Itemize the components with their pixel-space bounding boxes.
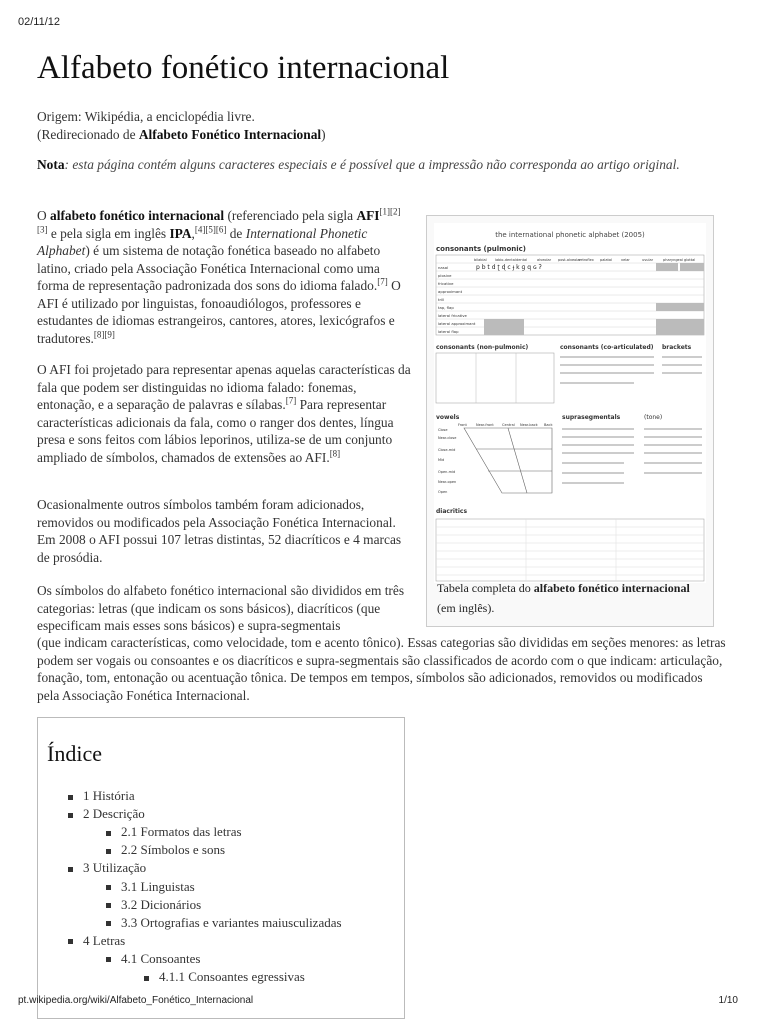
reference-link[interactable]: [8] [329,448,341,459]
acronym-ipa: IPA [169,225,192,241]
text: Para representar características adicionais da fala, como o ranger dos dentes, língua presa e sons feitos com lábios leporinos, utiliza-se de um conjunto ampliado de símbolos, chamados de extensões ao AFI. [37,397,394,465]
vowel-label: Open [438,490,448,494]
section-vowels: vowels [436,414,460,421]
paragraph-intro [37,207,407,347]
toc-item[interactable] [68,788,135,804]
text: O AFI foi projetado para representar apenas aquelas características da fala que podem ser distinguidas no idioma falado: fonemas, entonação, e a separação de palavras e sílabas. [37,362,411,412]
pulmonic-column-headers [474,258,695,262]
nonpulmonic-table [436,353,554,403]
toc-item-label: 2.1 Formatos das letras [121,824,242,840]
pulmonic-column-label: velar [621,258,630,262]
bullet-icon [106,831,111,836]
paragraph-categories-cont: (que indicam características, como velocidade, tom e acento tônico). Essas categorias são divididas em seções menores: as letras podem ser vogais ou consoantes e os diacríticos e supra-segmentais são classificados de acordo com o que indicam: articulação, fonação, tom, entonação ou acentuação tônica. De tempos em tempos, símbolos são adicionados, removidos ou modificados pela Associação Fonética Internacional. [37,635,726,703]
origin-text: Origem: Wikipédia, a enciclopédia livre. [37,109,255,124]
caption-prefix: Tabela completa do [437,581,534,595]
bullet-icon [68,939,73,944]
toc-item-label: 3.3 Ortografias e variantes maiusculizadas [121,914,342,930]
section-suprasegmentals: suprasegmentals [562,414,621,421]
pulmonic-column-label: retroflex [579,258,594,262]
reference-link[interactable]: [4][5][6] [194,224,227,235]
vowel-label: Near-back [520,423,538,427]
ipa-chart-svg [434,223,706,583]
pulmonic-row-label: lateral approximant [438,321,476,326]
english-name: International Phonetic Alphabet [37,225,368,258]
bullet-icon [106,957,111,962]
text: ) é um sistema de notação fonética baseado no alfabeto latino, criado pela Associação Fonética Internacional como uma forma de representação padronizada dos sons do idioma falado. [37,243,381,293]
section-nonpulmonic: consonants (non-pulmonic) [436,344,529,351]
vowel-labels [438,423,553,494]
origin-line [37,108,717,143]
section-coarticulated: consonants (co-articulated) [560,344,654,351]
paragraph-symbols-count: Ocasionalmente outros símbolos também foram adicionados, removidos ou modificados pela Associação Fonética Internacional. Em 2008 o AFI possui 107 letras distintas, 52 diacríticos e 4 marcas de prosódia. [37,497,402,565]
suprasegmental-lines [562,429,702,483]
pulmonic-column-label: dental [516,258,528,262]
toc-item-label: 3 Utilização [83,860,147,876]
pulmonic-row-label: fricative [438,281,454,286]
vowel-label: Back [544,423,553,427]
note-label: Nota [37,157,65,172]
pulmonic-column-label: uvular [642,258,654,262]
text: O [37,208,51,223]
pulmonic-column-label: glottal [684,258,696,262]
text: , [191,225,195,241]
toc-item-label: 3.1 Linguistas [121,878,195,894]
bullet-icon [68,795,73,800]
toc-item[interactable] [144,969,305,985]
acronym-afi: AFI [356,208,380,223]
vowel-label: Open-mid [438,470,456,474]
vowel-label: Mid [438,458,445,462]
plosive-symbols: p b t d ʈ ɖ c ɟ k ɡ q ɢ ʔ [476,264,542,271]
pulmonic-column-label: labio-dental [495,258,516,262]
chart-title: the international phonetic alphabet (2005) [495,231,645,239]
toc-item[interactable] [106,915,342,931]
table-of-contents [37,717,405,1019]
text: (referenciado pela sigla [224,208,357,223]
paragraph-design [37,361,412,466]
pulmonic-column-label: bilabial [474,258,487,262]
vowel-label: Near-open [438,480,457,484]
footer-url: pt.wikipedia.org/wiki/Alfabeto_Fonético_Internacional [18,995,254,1006]
toc-item-label: 4.1.1 Consoantes egressivas [159,969,305,984]
toc-item[interactable] [106,842,225,858]
toc-item-label: 2 Descrição [83,806,145,822]
text: de [226,225,246,241]
section-brackets: brackets [662,344,692,351]
vowel-trapezoid [464,428,552,493]
pulmonic-column-label: palatal [600,258,612,262]
section-diacritics: diacritics [436,508,468,515]
print-date: 02/11/12 [18,16,61,28]
bullet-icon [68,813,73,818]
pulmonic-row-label: nasal [438,265,449,270]
term-afi-bold: alfabeto fonético internacional [50,208,225,223]
vowel-label: Near-close [438,436,457,440]
vowel-label: Close [438,428,448,432]
diacritics-table [436,519,704,581]
toc-item[interactable] [68,933,125,949]
toc-title: Índice [47,741,102,766]
page-title: Alfabeto fonético internacional [37,50,450,86]
coarticulated-lines [560,357,702,383]
pulmonic-row-label: approximant [438,289,463,294]
toc-item-label: 4.1 Consoantes [121,950,201,966]
pulmonic-row-label: tap, flap [438,305,454,310]
section-tone: (tone) [644,414,663,421]
vowel-label: Close-mid [438,448,456,452]
pulmonic-row-label: plosive [438,273,452,278]
toc-item[interactable] [106,824,242,840]
pulmonic-row-label: trill [438,297,445,302]
caption-link[interactable]: alfabeto fonético internacional [533,581,690,595]
toc-item[interactable] [106,897,201,913]
reference-link[interactable]: [1][2][3] [37,206,401,235]
toc-item[interactable] [106,951,200,967]
reference-link[interactable]: [7] [285,395,297,406]
redirect-link[interactable]: Alfabeto Fonético Internacional [138,126,322,142]
bullet-icon [106,903,111,908]
paragraph-categories: Os símbolos do alfabeto fonético internacional são divididos em três categorias: letras (que indicam os sons básicos), diacríticos (que especificam mais esses sons básicos) e supra-segmentais [37,583,405,633]
bullet-icon [68,867,73,872]
bullet-icon [106,921,111,926]
section-pulmonic: consonants (pulmonic) [436,245,526,253]
pulmonic-shaded-cells [484,263,704,335]
pulmonic-column-label: post-alveolar [558,258,581,262]
toc-item-label: 3.2 Dicionários [121,896,202,912]
toc-item[interactable] [106,879,195,895]
bullet-icon [106,849,111,854]
reference-link[interactable]: [8][9] [93,329,115,340]
figure-caption [437,578,705,618]
vowel-label: Near-front [476,423,494,427]
pulmonic-column-label: pharyngeal [663,258,683,262]
vowel-label: Central [502,423,515,427]
vowel-label: Front [458,423,467,427]
ipa-chart-figure [426,215,714,627]
pulmonic-column-label: alveolar [537,258,552,262]
special-chars-note [37,156,727,174]
toc-item[interactable] [68,860,146,876]
redirect-suffix: ) [321,126,326,142]
toc-item-label: 4 Letras [83,932,126,948]
redirect-prefix: (Redirecionado de [37,126,139,142]
reference-link[interactable]: [7] [377,276,388,287]
toc-item[interactable] [68,806,145,822]
bullet-icon [106,885,111,890]
pulmonic-row-label: lateral fricative [438,313,467,318]
bullet-icon [144,976,149,981]
pulmonic-row-label: lateral flap [438,329,459,334]
ipa-chart-image[interactable] [434,223,706,583]
text: O AFI é utilizado por linguistas, fonoaudiólogos, professores e estudantes de idiomas estrangeiros, cantores, atores, lexicógrafos e tradutores. [37,278,401,346]
diacritics-rows [436,519,704,581]
text: e pela sigla em inglês [47,225,170,241]
note-text: : esta página contém alguns caracteres especiais e é possível que a impressão não corresponda ao artigo original. [64,157,680,172]
page-number: 1/10 [718,995,738,1006]
toc-item-label: 2.2 Símbolos e sons [121,842,226,858]
caption-suffix: (em inglês). [437,601,495,615]
toc-item-label: 1 História [83,788,135,803]
